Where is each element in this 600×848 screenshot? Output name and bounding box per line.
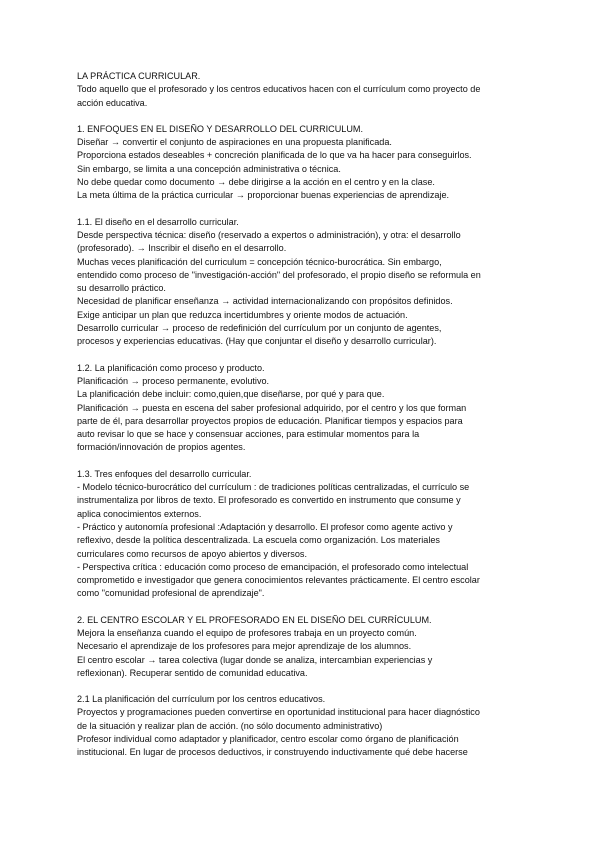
section-line: Mejora la enseñanza cuando el equipo de profesores trabaja en un proyecto común. xyxy=(77,627,417,638)
section-5 xyxy=(77,614,529,680)
section-line: Exige anticipar un plan que reduzca incertidumbres y oriente modos de actuación. xyxy=(77,309,408,320)
document-body xyxy=(77,70,529,760)
section-heading: 2.1 La planificación del currículum por los centros educativos. xyxy=(77,694,326,705)
section-line: Proyectos y programaciones pueden convertirse en oportunidad institucional para hacer diagnóstico xyxy=(77,707,480,718)
section-line: Necesario el aprendizaje de los profesores para mejor aprendizaje de los alumnos. xyxy=(77,641,412,652)
section-line: reflexionan). Recuperar sentido de comunidad educativa. xyxy=(77,667,308,678)
paragraph-gap xyxy=(77,110,529,123)
section-line: - Perspectiva crítica : educación como proceso de emancipación, el profesorado como intelectual xyxy=(77,561,469,572)
section-line: Muchas veces planificación del curriculum = concepción técnico-burocrática. Sin embargo, xyxy=(77,256,442,267)
paragraph-gap xyxy=(77,680,529,693)
section-line: procesos y experiencias educativas. (Hay que conjuntar el diseño y desarrollo curricular). xyxy=(77,336,437,347)
section-4 xyxy=(77,468,529,601)
section-line: formación/innovación de propios agentes. xyxy=(77,442,246,453)
section-line: de la situación y realizar plan de acción. (no sólo documento administrativo) xyxy=(77,720,383,731)
section-line: (profesorado). → Inscribir el diseño en el desarrollo. xyxy=(77,243,287,254)
section-line: - Práctico y autonomía profesional :Adaptación y desarrollo. El profesor como agente activo y xyxy=(77,521,453,532)
section-line: - Modelo técnico-burocrático del currículum : de tradiciones políticas centralizadas, el currículo se xyxy=(77,482,470,493)
section-line: No debe quedar como documento → debe dirigirse a la acción en el centro y en la clase. xyxy=(77,177,435,188)
intro-paragraph xyxy=(77,83,529,110)
section-line: La planificación debe incluir: como,quien,que diseñarse, por qué y para que. xyxy=(77,389,385,400)
section-line: curriculares como recursos de apoyo abiertos y diversos. xyxy=(77,548,307,559)
intro-line: acción educativa. xyxy=(77,97,148,108)
section-line: reflexivo, desde la política descentralizada. La escuela como organización. Los materiales xyxy=(77,535,440,546)
section-line: su desarrollo práctico. xyxy=(77,283,166,294)
section-line: auto revisar lo que se hace y consensuar acciones, para estimular momentos para la xyxy=(77,429,420,440)
section-line: Sin embargo, se limita a una concepción administrativa o técnica. xyxy=(77,163,341,174)
section-heading: 1.1. El diseño en el desarrollo curricular. xyxy=(77,216,239,227)
section-line: Desde perspectiva técnica: diseño (reservado a expertos o administración), y otra: el desarrollo xyxy=(77,229,461,240)
section-line: Profesor individual como adaptador y planificador, centro escolar como órgano de planificación xyxy=(77,734,459,745)
section-line: El centro escolar → tarea colectiva (lugar donde se analiza, intercambian experiencias y xyxy=(77,654,433,665)
section-6 xyxy=(77,693,529,759)
paragraph-gap xyxy=(77,203,529,216)
section-line: Proporciona estados deseables + concreción planificada de lo que va ha hacer para conseguirlos. xyxy=(77,150,472,161)
sections-container xyxy=(77,110,529,760)
paragraph-gap xyxy=(77,349,529,362)
document-title: LA PRÁCTICA CURRICULAR. xyxy=(77,71,201,81)
paragraph-gap xyxy=(77,601,529,614)
section-heading: 1. ENFOQUES EN EL DISEÑO Y DESARROLLO DEL CURRICULUM. xyxy=(77,123,364,134)
section-line: Necesidad de planificar enseñanza → actividad internacionalizando con propósitos definidos. xyxy=(77,296,453,307)
section-line: Planificación → proceso permanente, evolutivo. xyxy=(77,375,270,386)
section-line: aplica conocimientos externos. xyxy=(77,508,202,519)
section-line: Planificación → puesta en escena del saber profesional adquirido, por el centro y los que forman xyxy=(77,402,467,413)
section-line: institucional. En lugar de procesos deductivos, ir construyendo inductivamente qué debe hacerse xyxy=(77,747,468,758)
section-2 xyxy=(77,216,529,349)
section-line: Diseñar → convertir el conjunto de aspiraciones en una propuesta planificada. xyxy=(77,137,392,148)
section-line: instrumentaliza por libros de texto. El profesorado es convertido en instrumento que consume y xyxy=(77,495,461,506)
intro-line: Todo aquello que el profesorado y los centros educativos hacen con el currículum como proyecto de xyxy=(77,84,481,95)
section-line: parte de él, para desarrollar proyectos propios de educación. Planificar tiempos y espacios para xyxy=(77,415,463,426)
section-line: La meta última de la práctica curricular → proporcionar buenas experiencias de aprendizaje. xyxy=(77,190,450,201)
section-heading: 2. EL CENTRO ESCOLAR Y EL PROFESORADO EN EL DISEÑO DEL CURRÍCULUM. xyxy=(77,614,432,625)
section-line: comprometido e investigador que genera conocimientos relevantes prácticamente. El centro escolar xyxy=(77,575,480,586)
paragraph-gap xyxy=(77,455,529,468)
section-1 xyxy=(77,123,529,203)
section-3 xyxy=(77,362,529,455)
section-heading: 1.2. La planificación como proceso y producto. xyxy=(77,362,265,373)
section-line: entendido como proceso de "investigación-acción" del profesorado, el propio diseño se reformula en xyxy=(77,269,481,280)
section-line: Desarrollo curricular → proceso de redefinición del currículum por un conjunto de agentes, xyxy=(77,323,442,334)
section-heading: 1.3. Tres enfoques del desarrollo curricular. xyxy=(77,468,252,479)
section-line: como "comunidad profesional de aprendizaje". xyxy=(77,588,265,599)
